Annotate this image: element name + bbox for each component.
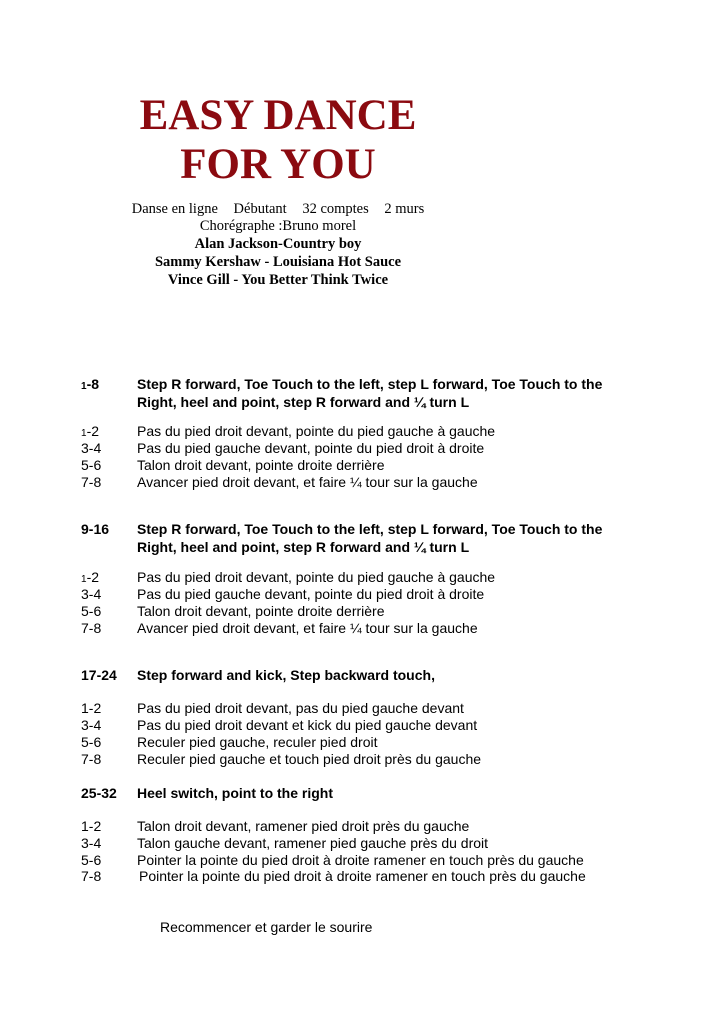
step-counts: 1-2	[81, 569, 100, 585]
step-counts: 7-8	[81, 868, 102, 884]
section-counts: 17-24	[81, 667, 117, 683]
step-counts: 1-2	[81, 423, 100, 439]
dance-counts: 32 comptes	[302, 201, 369, 217]
step-counts: 5-6	[81, 603, 102, 619]
dance-walls: 2 murs	[384, 201, 425, 217]
step-text: Talon droit devant, pointe droite derrière	[137, 457, 385, 473]
section-counts: 25-32	[81, 785, 117, 801]
step-text: Pas du pied droit devant, pointe du pied gauche à gauche	[137, 569, 496, 585]
step-text: Talon droit devant, ramener pied droit près du gauche	[137, 818, 470, 834]
section-counts: 1-8	[81, 376, 100, 392]
section-counts: 9-16	[81, 521, 110, 537]
step-text: Pas du pied droit devant, pointe du pied gauche à gauche	[137, 423, 496, 439]
step-counts: 7-8	[81, 620, 102, 636]
title-line-1: EASY DANCE	[139, 92, 417, 139]
footer-note: Recommencer et garder le sourire	[160, 919, 373, 935]
step-counts: 5-6	[81, 457, 102, 473]
section-heading-text: Heel switch, point to the right	[137, 785, 333, 801]
step-counts: 3-4	[81, 717, 102, 733]
step-counts: 7-8	[81, 474, 102, 490]
dance-info-line	[0, 201, 556, 218]
step-text: Pas du pied droit devant et kick du pied gauche devant	[137, 717, 478, 733]
step-counts: 3-4	[81, 586, 102, 602]
step-counts: 3-4	[81, 835, 102, 851]
step-counts: 3-4	[81, 440, 102, 456]
step-counts: 1-2	[81, 818, 102, 834]
step-text: Pas du pied gauche devant, pointe du pied droit à droite	[137, 440, 485, 456]
choreographer: Chorégraphe :Bruno morel	[199, 218, 357, 234]
dance-type: Danse en ligne	[131, 201, 218, 217]
title-line-2: FOR YOU	[180, 141, 376, 188]
step-counts: 7-8	[81, 751, 102, 767]
step-text: Pas du pied gauche devant, pointe du pied droit à droite	[137, 586, 485, 602]
music-2: Sammy Kershaw - Louisiana Hot Sauce	[154, 254, 402, 270]
step-text: Pas du pied droit devant, pas du pied gauche devant	[137, 700, 464, 716]
step-text: Avancer pied droit devant, et faire ¼ tour sur la gauche	[137, 474, 478, 490]
step-text: Talon droit devant, pointe droite derrière	[137, 603, 385, 619]
section-heading-text: Step R forward, Toe Touch to the left, step L forward, Toe Touch to the Right, heel and point, step R forward and ¼ turn L	[137, 376, 603, 410]
step-text: Reculer pied gauche et touch pied droit près du gauche	[137, 751, 482, 767]
section-heading-text: Step forward and kick, Step backward touch,	[137, 667, 435, 683]
step-text: Avancer pied droit devant, et faire ¼ tour sur la gauche	[137, 620, 478, 636]
step-text: Pointer la pointe du pied droit à droite ramener en touch près du gauche	[137, 852, 584, 868]
music-1: Alan Jackson-Country boy	[194, 236, 362, 252]
step-text: Pointer la pointe du pied droit à droite ramener en touch près du gauche	[139, 868, 586, 884]
step-counts: 5-6	[81, 734, 102, 750]
music-3: Vince Gill - You Better Think Twice	[167, 272, 389, 288]
step-text: Reculer pied gauche, reculer pied droit	[137, 734, 378, 750]
dance-level: Débutant	[233, 201, 287, 217]
step-counts: 1-2	[81, 700, 102, 716]
step-counts: 5-6	[81, 852, 102, 868]
step-text: Talon gauche devant, ramener pied gauche près du droit	[137, 835, 489, 851]
section-heading-text: Step R forward, Toe Touch to the left, step L forward, Toe Touch to the Right, heel and point, step R forward and ¼ turn L	[137, 521, 603, 555]
